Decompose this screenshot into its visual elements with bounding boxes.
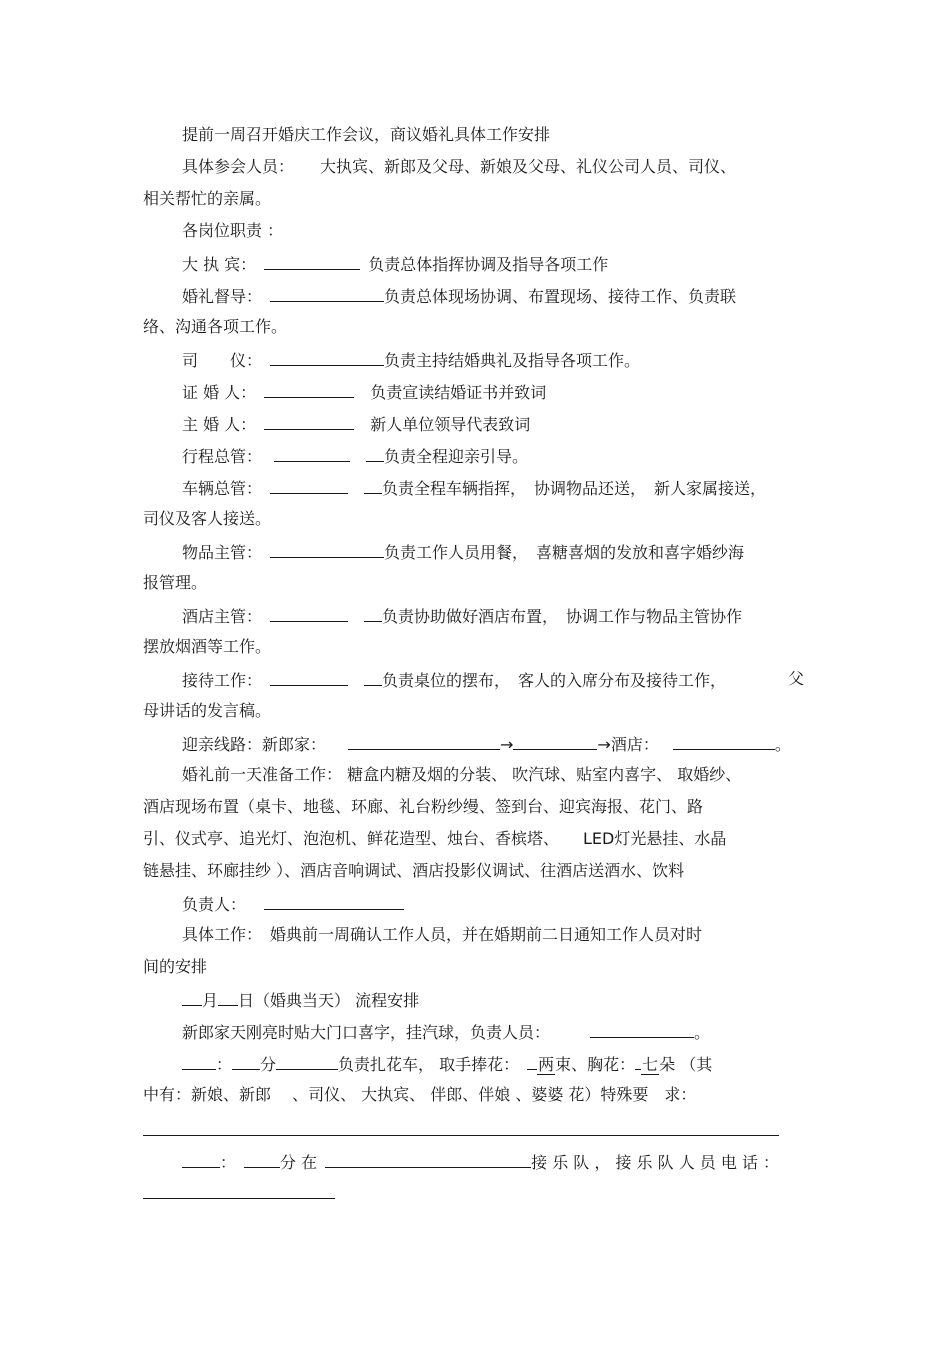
role-cheliang-cont: 司仪及客人接送。 [143,509,272,528]
bouquet-count: 两 [538,1055,555,1074]
blank-route-hotel[interactable] [673,732,775,750]
role-dudao-cont: 络、沟通各项工作。 [143,317,288,336]
blank-dudao[interactable] [270,284,384,302]
owner-line: 负责人： [182,892,404,914]
role-dudao: 婚礼督导： 负责总体现场协调、布置现场、接待工作、负责联 [182,284,736,306]
blank-route-1[interactable] [348,732,500,750]
blank-cheliang[interactable] [270,476,348,494]
band-line: ： 分 在 接 乐 队 ， 接 乐 队 人 员 电 话 ： [182,1150,779,1172]
blank-month[interactable] [182,988,202,1006]
role-jiedai: 接待工作： 负责桌位的摆布， 客人的入席分布及接待工作， [182,668,726,690]
section-heading-duties: 各岗位职责 ： [182,221,284,240]
role-zhenghun: 证 婚 人： 负责宣读结婚证书并致词 [182,380,546,402]
role-jiudian: 酒店主管： 负责协助做好酒店布置， 协调工作与物品主管协作 [182,604,742,626]
intro-line-3: 相关帮忙的亲属。 [143,189,272,208]
work-line-1: 具体工作： 婚典前一周确认工作人员，并在婚期前二日通知工作人员对时 [182,925,703,944]
route-line: 迎亲线路：新郎家： → →酒店： 。 [182,732,791,754]
role-zhuhun: 主 婚 人： 新人单位领导代表致词 [182,412,530,434]
blank-xingcheng[interactable] [274,444,350,462]
role-dazhibin: 大 执 宾： 负责总体指挥协调及指导各项工作 [182,252,608,274]
blank-jiedai[interactable] [270,668,348,686]
corsage-count: 七 [642,1055,659,1074]
blank-dazhibin[interactable] [264,252,360,270]
prep-line-1: 婚礼前一天准备工作： 糖盒内糖及烟的分装、 吹汽球、贴室内喜字、 取婚纱、 [182,765,742,784]
role-wupin-cont: 报管理。 [143,573,208,592]
role-xingcheng: 行程总管： 负责全程迎亲引导。 [182,444,528,466]
day-line: 月 日（婚典当天） 流程安排 [182,988,419,1010]
flower-line-2: 中有：新娘、新郎 、司仪、 大执宾、 伴郎、伴娘 、婆婆 花）特殊要 求： [143,1085,697,1104]
role-cheliang: 车辆总管： 负责全程车辆指挥， 协调物品还送， 新人家属接送， [182,476,766,498]
prep-line-4: 链悬挂、环廊挂纱 ）、酒店音响调试、酒店投影仪调试、往酒店送酒水、饮料 [143,861,685,880]
blank-day[interactable] [218,988,238,1006]
blank-zhenghun[interactable] [264,380,354,398]
intro-line-1: 提前一周召开婚庆工作会议，商议婚礼具体工作安排 [182,125,551,144]
flower-line-1: ： 分 负责扎花车， 取手捧花： 两束、胸花： 七朵 （其 [182,1052,712,1074]
role-siyi: 司 仪： 负责主持结婚典礼及指导各项工作。 [182,348,640,370]
blank-owner[interactable] [264,892,404,910]
blank-groom-owner[interactable] [590,1020,694,1038]
blank-flower-minute[interactable] [232,1052,260,1070]
role-jiedai-cont: 母讲话的发言稿。 [143,701,272,720]
blank-flower-owner[interactable] [276,1052,338,1070]
intro-line-2: 具体参会人员： 大执宾、新郎及父母、新娘及父母、礼仪公司人员、司仪、 [182,157,737,176]
work-line-2: 间的安排 [143,957,208,976]
prep-line-2: 酒店现场布置（桌卡、地毯、环廊、礼台粉纱缦、签到台、迎宾海报、花门、路 [143,797,704,816]
blank-wupin[interactable] [270,540,384,558]
blank-band-minute[interactable] [244,1150,280,1168]
role-jiudian-cont: 摆放烟酒等工作。 [143,637,272,656]
groom-line: 新郎家天刚亮时贴大门口喜字，挂汽球，负责人员： 。 [182,1020,710,1042]
blank-jiudian[interactable] [270,604,348,622]
prep-line-3: 引、仪式亭、追光灯、泡泡机、鲜花造型、烛台、香槟塔、 LED灯光悬挂、水晶 [143,829,727,848]
blank-siyi[interactable] [270,348,384,366]
blank-zhuhun[interactable] [264,412,354,430]
blank-route-2[interactable] [513,732,597,750]
blank-band-hour[interactable] [182,1150,220,1168]
blank-band-phone[interactable] [143,1198,335,1199]
role-wupin: 物品主管： 负责工作人员用餐， 喜糖喜烟的发放和喜字婚纱海 [182,540,744,562]
special-requirements-line[interactable] [143,1135,779,1136]
blank-flower-hour[interactable] [182,1052,216,1070]
blank-band-place[interactable] [325,1150,531,1168]
role-jiedai-tail: 父 [788,669,805,688]
